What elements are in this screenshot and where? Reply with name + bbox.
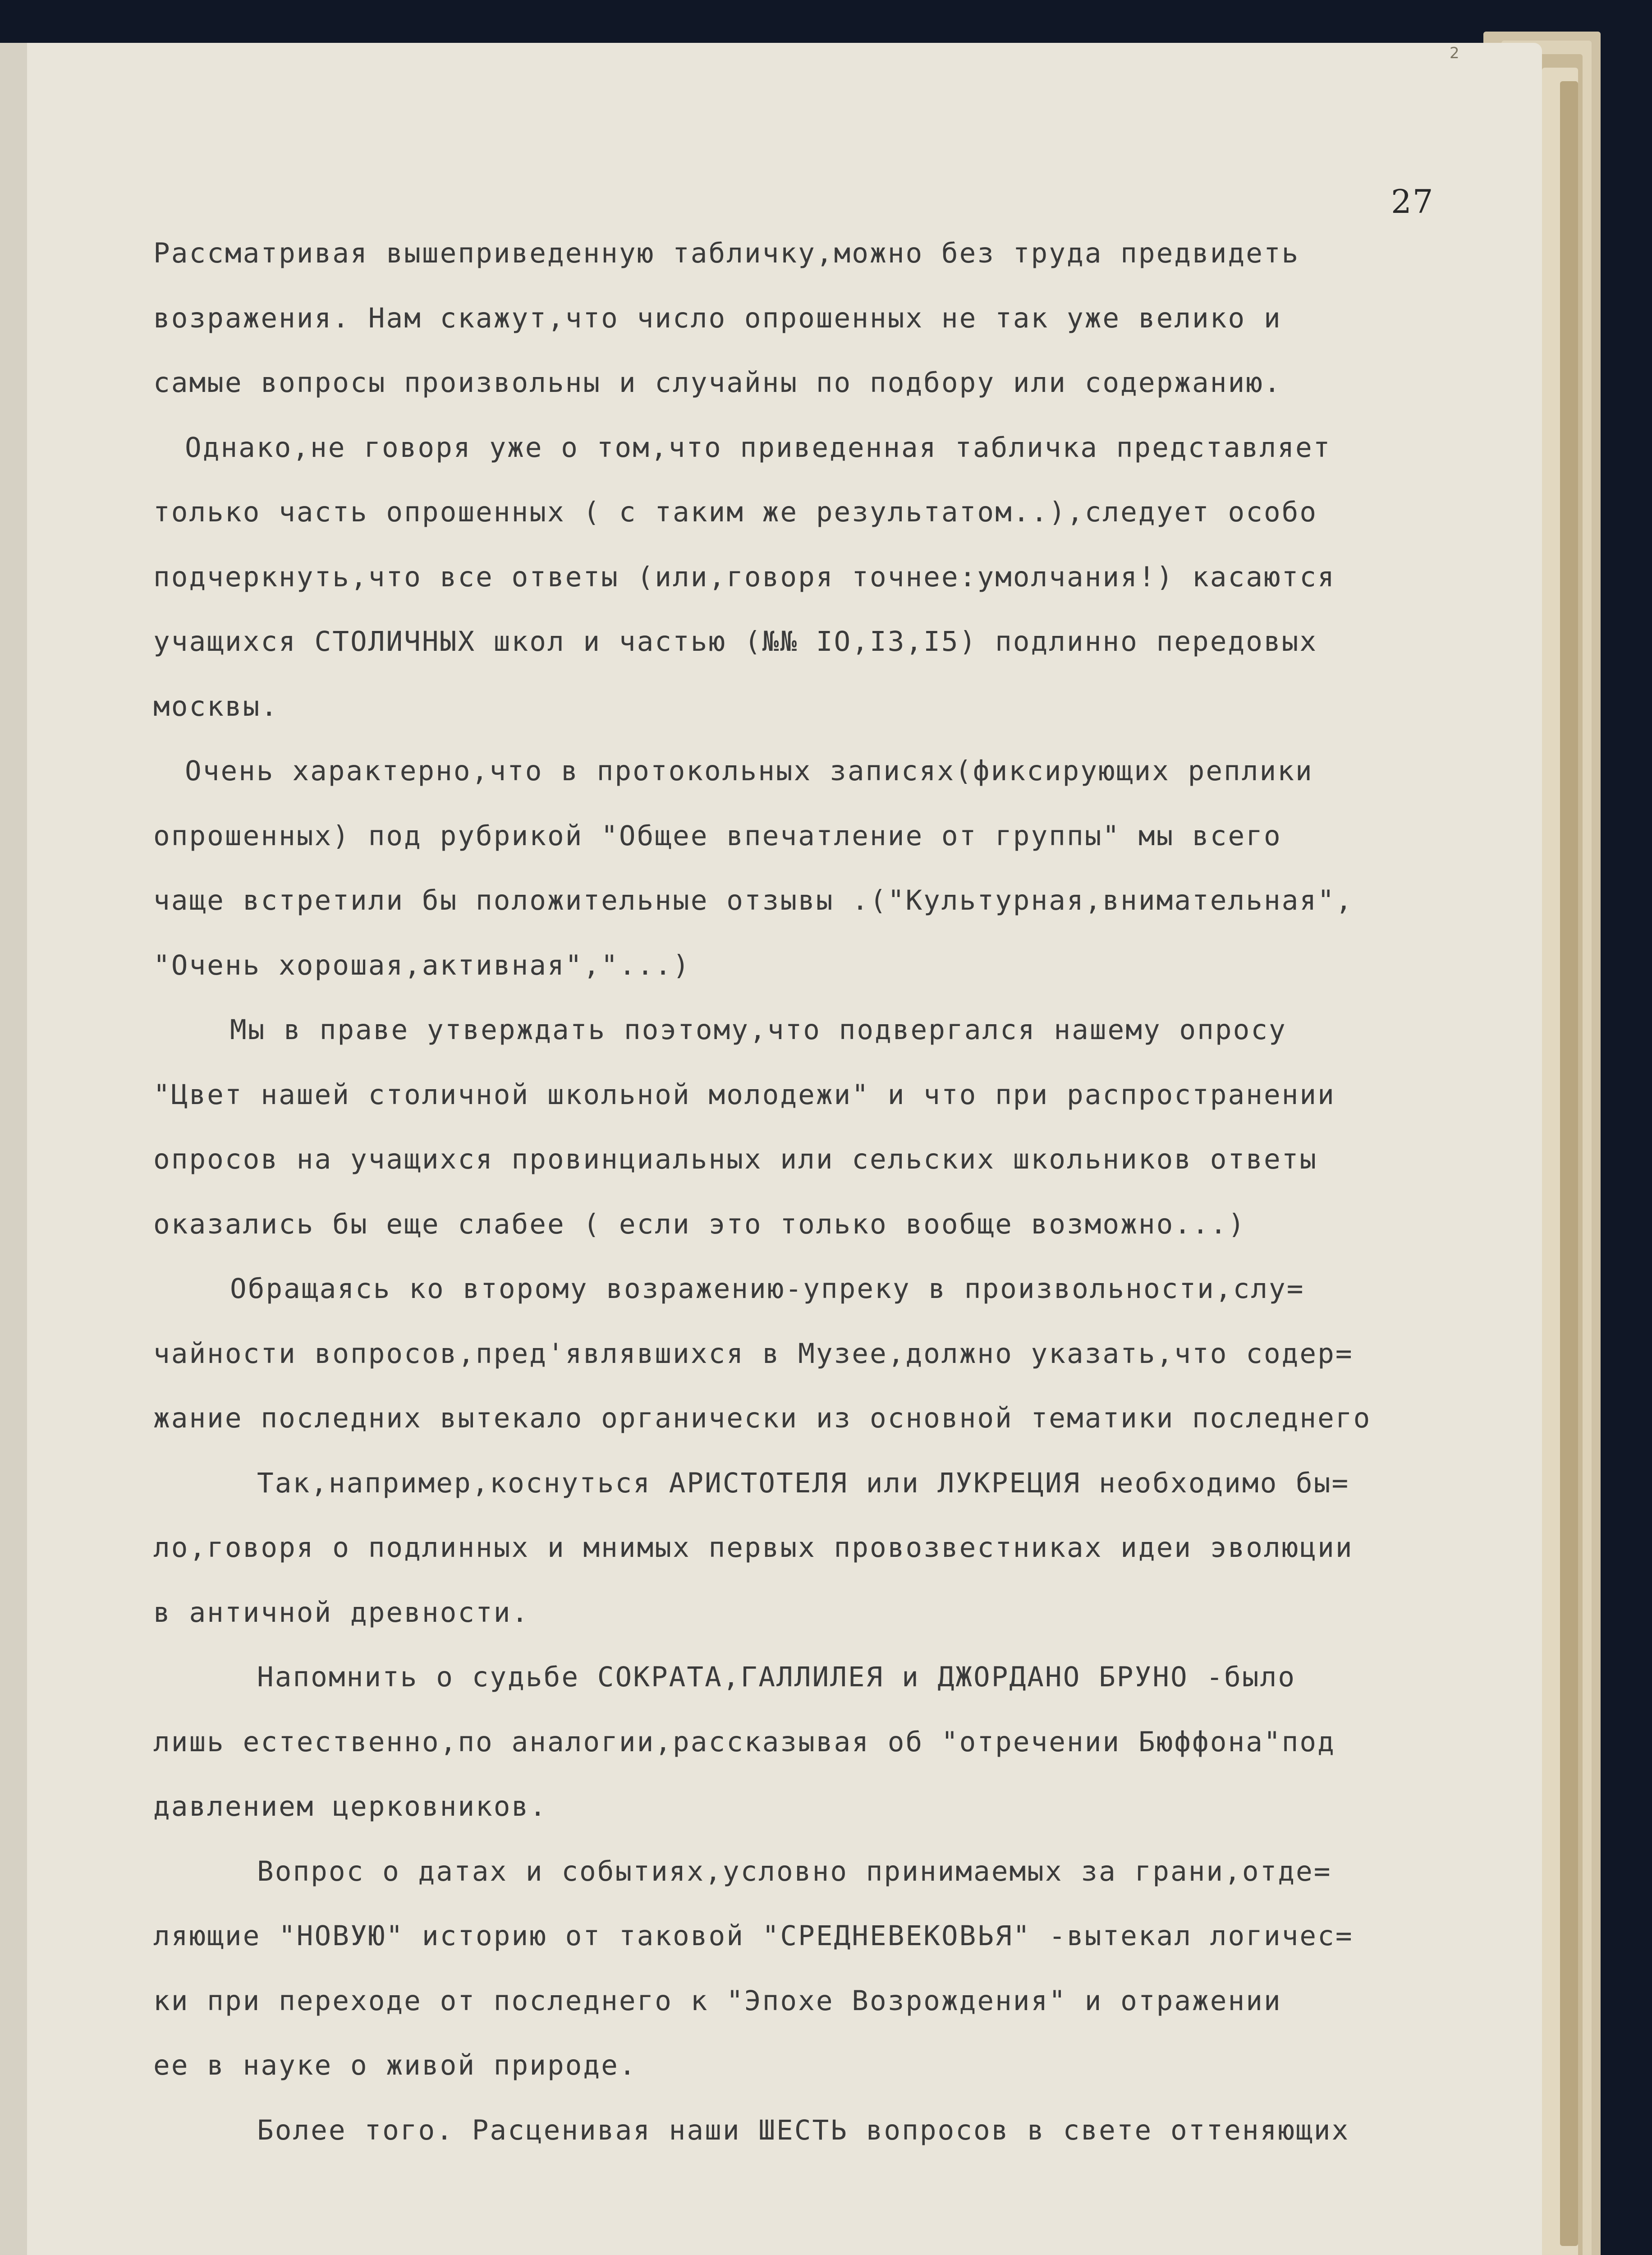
text-line: Очень характерно,что в протокольных записях(фиксирующих реплики xyxy=(185,755,1313,787)
text-line: оказались бы еще слабее ( если это только вообще возможно...) xyxy=(153,1208,1246,1240)
page-number: 27 xyxy=(1391,183,1434,221)
text-line: подчеркнуть,что все ответы (или,говоря точнее:умолчания!) касаются xyxy=(153,561,1335,593)
typed-text-body xyxy=(153,221,1524,2163)
text-line: чаще встретили бы положительные отзывы .("Культурная,внимательная", xyxy=(153,884,1354,916)
corner-mark: 2 xyxy=(1450,44,1459,62)
text-line: "Очень хорошая,активная","...) xyxy=(153,949,691,981)
page-stack-edge xyxy=(1560,81,1578,2246)
text-line: лишь естественно,по аналогии,рассказывая об "отречении Бюффона"под xyxy=(153,1726,1335,1758)
text-line: Мы в праве утверждать поэтому,что подвергался нашему опросу xyxy=(230,1014,1287,1046)
text-line: Так,например,коснуться АРИСТОТЕЛЯ или ЛУКРЕЦИЯ необходимо бы= xyxy=(257,1467,1350,1499)
text-line: Рассматривая вышеприведенную табличку,можно без труда предвидеть xyxy=(153,237,1300,269)
text-line: Вопрос о датах и событиях,условно принимаемых за грани,отде= xyxy=(257,1855,1332,1887)
text-line: ляющие "НОВУЮ" историю от таковой "СРЕДНЕВЕКОВЬЯ" -вытекал логичес= xyxy=(153,1920,1354,1952)
text-line: москвы. xyxy=(153,690,279,723)
text-line: опрошенных) под рубрикой "Общее впечатление от группы" мы всего xyxy=(153,819,1282,852)
text-line: ки при переходе от последнего к "Эпохе Возрождения" и отражении xyxy=(153,1984,1282,2017)
text-line: только часть опрошенных ( с таким же результатом..),следует особо xyxy=(153,496,1318,528)
text-line: опросов на учащихся провинциальных или сельских школьников ответы xyxy=(153,1143,1318,1175)
text-line: в античной древности. xyxy=(153,1596,530,1629)
text-line: "Цвет нашей столичной школьной молодежи" и что при распространении xyxy=(153,1078,1335,1111)
text-line: учащихся СТОЛИЧНЫХ школ и частью (№№ IO,I3,I5) подлинно передовых xyxy=(153,626,1318,658)
text-line: ее в науке о живой природе. xyxy=(153,2049,637,2081)
text-line: чайности вопросов,пред'являвшихся в Музее,должно указать,что содер= xyxy=(153,1337,1354,1370)
text-line: Однако,не говоря уже о том,что приведенная табличка представляет xyxy=(185,431,1331,464)
text-line: Напомнить о судьбе СОКРАТА,ГАЛЛИЛЕЯ и ДЖОРДАНО БРУНО -было xyxy=(257,1661,1296,1693)
text-line: Обращаясь ко второму возражению-упреку в произвольности,слу= xyxy=(230,1273,1305,1305)
page-binding-shadow xyxy=(0,43,27,2255)
text-line: самые вопросы произвольны и случайны по подбору или содержанию. xyxy=(153,367,1282,399)
text-line: возражения. Нам скажут,что число опрошенных не так уже велико и xyxy=(153,302,1282,334)
text-line: жание последних вытекало органически из основной тематики последнего xyxy=(153,1402,1372,1434)
text-line: ло,говоря о подлинных и мнимых первых провозвестниках идеи эволюции xyxy=(153,1532,1354,1564)
text-line: Более того. Расценивая наши ШЕСТЬ вопросов в свете оттеняющих xyxy=(257,2114,1350,2146)
text-line: давлением церковников. xyxy=(153,1790,547,1822)
